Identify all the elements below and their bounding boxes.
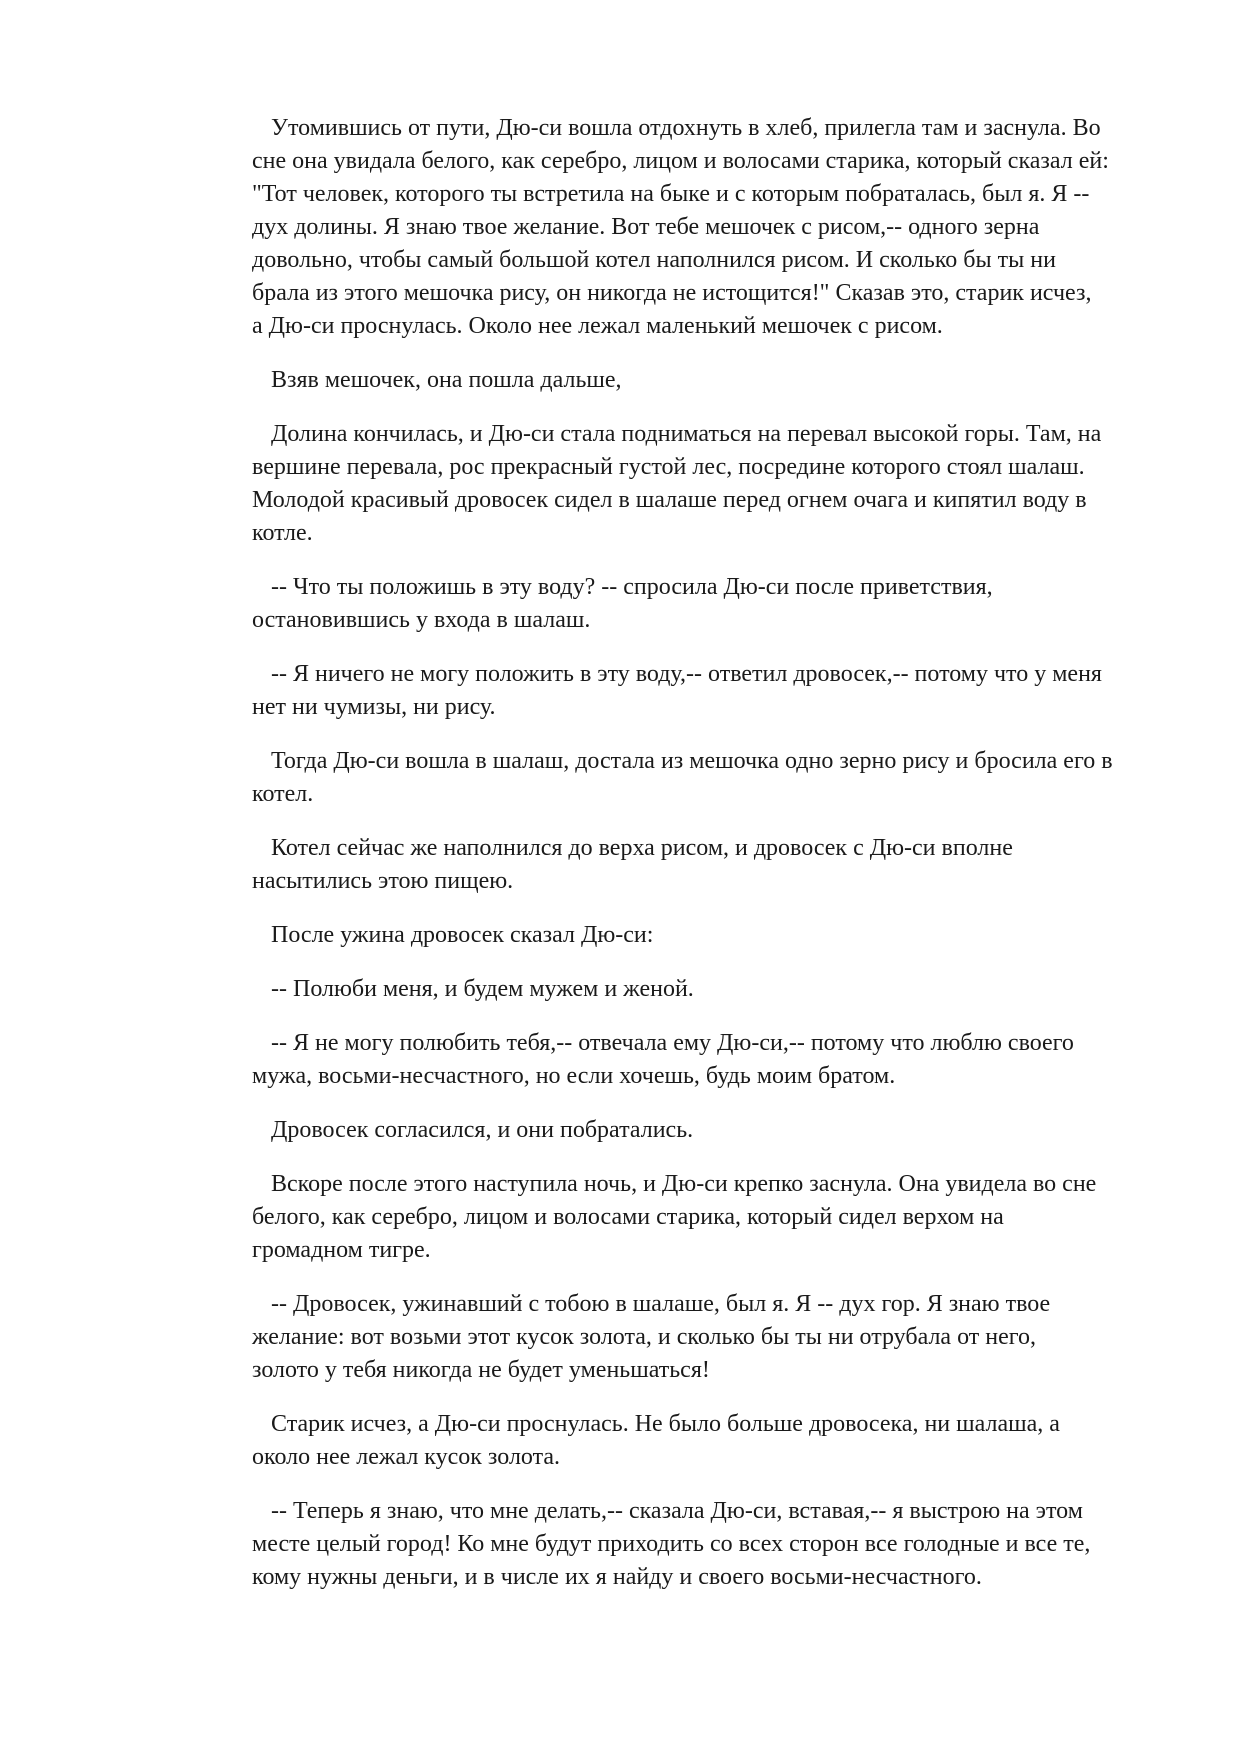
text-line: месте целый город! Ко мне будут приходить со всех сторон все голодные и все те, — [252, 1531, 1091, 1557]
text-line: После ужина дровосек сказал Дю-си: — [271, 922, 654, 948]
text-line: -- Полюби меня, и будем мужем и женой. — [271, 976, 694, 1002]
paragraph — [252, 418, 1157, 550]
text-line: золото у тебя никогда не будет уменьшаться! — [252, 1357, 710, 1383]
paragraph — [252, 571, 1157, 637]
text-line: Взяв мешочек, она пошла дальше, — [271, 367, 622, 393]
text-line: Дровосек согласился, и они побратались. — [271, 1117, 694, 1143]
text-line: Тогда Дю-си вошла в шалаш, достала из мешочка одно зерно рису и бросила его в — [271, 748, 1113, 774]
text-line: Котел сейчас же наполнился до верха рисом, и дровосек с Дю-си вполне — [271, 835, 1013, 861]
text-line: желание: вот возьми этот кусок золота, и сколько бы ты ни отрубала от него, — [252, 1324, 1036, 1350]
text-line: котел. — [252, 781, 314, 807]
text-line: белого, как серебро, лицом и волосами старика, который сидел верхом на — [252, 1204, 1004, 1230]
paragraph — [252, 832, 1157, 898]
paragraph — [252, 745, 1157, 811]
paragraph — [252, 658, 1157, 724]
text-line: -- Теперь я знаю, что мне делать,-- сказала Дю-си, вставая,-- я выстрою на этом — [271, 1498, 1083, 1524]
text-line: около нее лежал кусок золота. — [252, 1444, 561, 1470]
text-line: Утомившись от пути, Дю-си вошла отдохнуть в хлеб, прилегла там и заснула. Во — [271, 115, 1101, 141]
paragraph — [252, 364, 1157, 397]
text-line: Старик исчез, а Дю-си проснулась. Не было больше дровосека, ни шалаша, а — [271, 1411, 1060, 1437]
text-line: брала из этого мешочка рису, он никогда не истощится!" Сказав это, старик исчез, — [252, 280, 1092, 306]
text-line: вершине перевала, рос прекрасный густой лес, посредине которого стоял шалаш. — [252, 454, 1085, 480]
text-line: а Дю-си проснулась. Около нее лежал маленький мешочек с рисом. — [252, 313, 943, 339]
text-line: -- Я ничего не могу положить в эту воду,-- ответил дровосек,-- потому что у меня — [271, 661, 1102, 687]
paragraph — [252, 1168, 1157, 1267]
text-line: остановившись у входа в шалаш. — [252, 607, 591, 633]
document-body — [252, 112, 1157, 1615]
paragraph — [252, 1027, 1157, 1093]
text-line: -- Дровосек, ужинавший с тобою в шалаше, был я. Я -- дух гор. Я знаю твое — [271, 1291, 1051, 1317]
text-line: дух долины. Я знаю твое желание. Вот тебе мешочек с рисом,-- одного зерна — [252, 214, 1040, 240]
paragraph — [252, 1288, 1157, 1387]
text-line: насытились этою пищею. — [252, 868, 514, 894]
text-line: котле. — [252, 520, 313, 546]
text-line: Долина кончилась, и Дю-си стала подниматься на перевал высокой горы. Там, на — [271, 421, 1102, 447]
text-line: кому нужны деньги, и в числе их я найду и своего восьми-несчастного. — [252, 1564, 982, 1590]
paragraph — [252, 112, 1157, 343]
paragraph — [252, 1495, 1157, 1594]
paragraph — [252, 1114, 1157, 1147]
text-line: "Тот человек, которого ты встретила на быке и с которым побраталась, был я. Я -- — [252, 181, 1090, 207]
paragraph — [252, 1408, 1157, 1474]
text-line: нет ни чумизы, ни рису. — [252, 694, 496, 720]
text-line: -- Я не могу полюбить тебя,-- отвечала ему Дю-си,-- потому что люблю своего — [271, 1030, 1074, 1056]
text-line: мужа, восьми-несчастного, но если хочешь, будь моим братом. — [252, 1063, 896, 1089]
paragraph — [252, 973, 1157, 1006]
text-line: Вскоре после этого наступила ночь, и Дю-си крепко заснула. Она увидела во сне — [271, 1171, 1097, 1197]
paragraph — [252, 919, 1157, 952]
text-line: Молодой красивый дровосек сидел в шалаше перед огнем очага и кипятил воду в — [252, 487, 1087, 513]
text-line: довольно, чтобы самый большой котел наполнился рисом. И сколько бы ты ни — [252, 247, 1056, 273]
text-line: громадном тигре. — [252, 1237, 431, 1263]
text-line: сне она увидала белого, как серебро, лицом и волосами старика, который сказал ей: — [252, 148, 1109, 174]
text-line: -- Что ты положишь в эту воду? -- спросила Дю-си после приветствия, — [271, 574, 993, 600]
